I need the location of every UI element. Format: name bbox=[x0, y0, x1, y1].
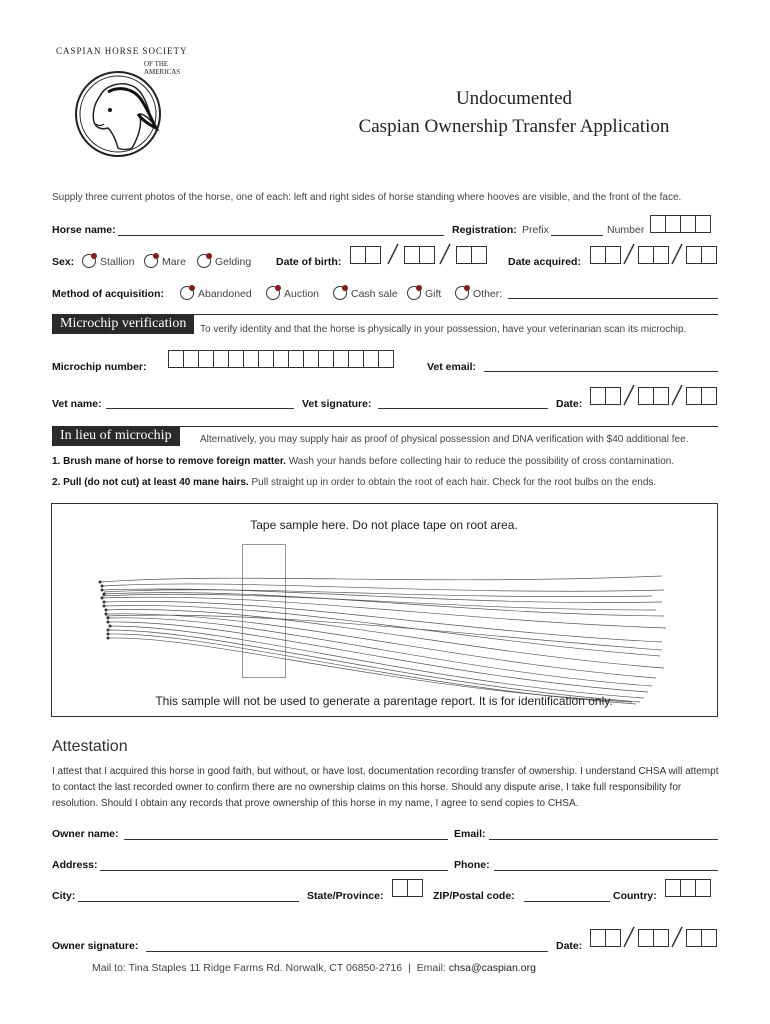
date-acquired-label: Date acquired: bbox=[508, 256, 581, 268]
country-label: Country: bbox=[613, 890, 657, 902]
sex-mare-radio[interactable] bbox=[144, 254, 158, 268]
footer-mail-to: Mail to: Tina Staples 11 Ridge Farms Rd. Norwalk, CT 06850-2716 bbox=[92, 962, 403, 974]
date-slash bbox=[668, 925, 686, 949]
date-slash bbox=[620, 925, 638, 949]
prefix-label: Prefix bbox=[522, 224, 549, 236]
date-slash bbox=[436, 242, 454, 266]
page-title bbox=[330, 88, 698, 138]
phone-field[interactable] bbox=[494, 870, 718, 871]
sex-label: Sex: bbox=[52, 256, 75, 268]
dob-year-boxes[interactable] bbox=[456, 246, 486, 264]
owner-date-label: Date: bbox=[556, 940, 583, 952]
vet-email-label: Vet email: bbox=[427, 361, 477, 373]
owner-signature-label: Owner signature: bbox=[52, 940, 139, 952]
vet-email-field[interactable] bbox=[484, 371, 718, 372]
date-slash bbox=[668, 383, 686, 407]
owner-name-label: Owner name: bbox=[52, 828, 119, 840]
state-label: State/Province: bbox=[307, 890, 384, 902]
state-boxes[interactable] bbox=[392, 879, 422, 897]
vet-date-day-boxes[interactable] bbox=[638, 387, 668, 405]
title-line2: Caspian Ownership Transfer Application bbox=[358, 116, 670, 137]
method-other-radio[interactable] bbox=[455, 286, 469, 300]
intro-text: Supply three current photos of the horse, one of each: left and right sides of horse standing where hooves are visible, and the front of the face. bbox=[52, 192, 682, 203]
footer-email-prefix: Email: bbox=[416, 962, 446, 974]
lieu-step-2 bbox=[52, 477, 656, 488]
sample-top-text: Tape sample here. Do not place tape on root area. bbox=[250, 518, 518, 532]
vet-date-month-boxes[interactable] bbox=[590, 387, 620, 405]
owner-email-field[interactable] bbox=[489, 839, 718, 840]
zip-label: ZIP/Postal code: bbox=[433, 890, 515, 902]
attestation-text: I attest that I acquired this horse in good faith, but without, or have lost, documentation recording transfer of ownership. I understand CHSA will attempt to contact the last recorded owner to confirm there are no ownership claims on this horse. Should any dispute arise, I take full responsibility for resolution. Should I obtain any records that prove ownership of this horse in my name, I agree to send copies to CHSA. bbox=[52, 766, 719, 809]
registration-number-boxes[interactable] bbox=[650, 215, 710, 233]
step1-bold: 1. Brush mane of horse to remove foreign matter. bbox=[52, 456, 286, 467]
city-field[interactable] bbox=[78, 901, 299, 902]
acquired-month-boxes[interactable] bbox=[590, 246, 620, 264]
vet-signature-label: Vet signature: bbox=[302, 398, 372, 410]
microchip-number-label: Microchip number: bbox=[52, 361, 147, 373]
lieu-step-1 bbox=[52, 456, 674, 467]
dob-label: Date of birth: bbox=[276, 256, 342, 268]
number-label: Number bbox=[607, 224, 645, 236]
owner-signature-field[interactable] bbox=[146, 951, 548, 952]
hair-sample-box[interactable] bbox=[51, 503, 718, 717]
owner-date-month-boxes[interactable] bbox=[590, 929, 620, 947]
method-auction-label: Auction bbox=[284, 288, 320, 300]
method-abandoned-label: Abandoned bbox=[198, 288, 252, 300]
sex-mare-label: Mare bbox=[162, 256, 186, 268]
dob-month-boxes[interactable] bbox=[350, 246, 380, 264]
method-gift-radio[interactable] bbox=[407, 286, 421, 300]
date-slash bbox=[620, 383, 638, 407]
method-label: Method of acquisition: bbox=[52, 288, 164, 300]
step2-text: Pull straight up in order to obtain the root of each hair. Check for the root bulbs on the ends. bbox=[251, 477, 657, 488]
method-abandoned-radio[interactable] bbox=[180, 286, 194, 300]
sex-gelding-radio[interactable] bbox=[197, 254, 211, 268]
date-slash bbox=[668, 242, 686, 266]
horse-name-field[interactable] bbox=[118, 235, 444, 236]
prefix-field[interactable] bbox=[551, 235, 603, 236]
vet-date-label: Date: bbox=[556, 398, 583, 410]
sex-stallion-label: Stallion bbox=[100, 256, 135, 268]
email-label: Email: bbox=[454, 828, 486, 840]
owner-name-field[interactable] bbox=[124, 839, 448, 840]
step2-bold: 2. Pull (do not cut) at least 40 mane hairs. bbox=[52, 477, 249, 488]
registration-label: Registration: bbox=[452, 224, 517, 236]
title-line1: Undocumented bbox=[455, 88, 573, 109]
sex-gelding-label: Gelding bbox=[215, 256, 252, 268]
country-boxes[interactable] bbox=[665, 879, 710, 897]
vet-name-label: Vet name: bbox=[52, 398, 102, 410]
method-cashsale-label: Cash sale bbox=[351, 288, 398, 300]
phone-label: Phone: bbox=[454, 859, 490, 871]
footer-separator: | bbox=[408, 962, 411, 974]
footer-email[interactable]: chsa@caspian.org bbox=[448, 962, 536, 974]
microchip-number-boxes[interactable] bbox=[168, 350, 393, 368]
owner-date-year-boxes[interactable] bbox=[686, 929, 716, 947]
method-gift-label: Gift bbox=[425, 288, 442, 300]
acquired-day-boxes[interactable] bbox=[638, 246, 668, 264]
city-label: City: bbox=[52, 890, 76, 902]
zip-field[interactable] bbox=[524, 901, 610, 902]
attestation-heading: Attestation bbox=[52, 738, 128, 755]
method-cashsale-radio[interactable] bbox=[333, 286, 347, 300]
lieu-heading: In lieu of microchip bbox=[52, 426, 180, 446]
logo-text-side: OF THE AMERICAS bbox=[144, 60, 181, 76]
vet-name-field[interactable] bbox=[106, 408, 294, 409]
date-slash bbox=[384, 242, 402, 266]
step1-text: Wash your hands before collecting hair to reduce the possibility of cross contamination. bbox=[288, 456, 675, 467]
address-field[interactable] bbox=[100, 870, 448, 871]
microchip-heading: Microchip verification bbox=[52, 314, 194, 334]
vet-signature-field[interactable] bbox=[378, 408, 548, 409]
vet-date-year-boxes[interactable] bbox=[686, 387, 716, 405]
microchip-description: To verify identity and that the horse is physically in your possession, have your veterinarian scan its microchip. bbox=[200, 324, 687, 335]
sex-stallion-radio[interactable] bbox=[82, 254, 96, 268]
logo bbox=[48, 44, 188, 174]
lieu-description: Alternatively, you may supply hair as proof of physical possession and DNA verification with $40 additional fee. bbox=[200, 434, 689, 445]
date-slash bbox=[620, 242, 638, 266]
address-label: Address: bbox=[52, 859, 98, 871]
acquired-year-boxes[interactable] bbox=[686, 246, 716, 264]
logo-text-top: CASPIAN HORSE SOCIETY bbox=[56, 46, 188, 56]
hair-strands-illustration bbox=[52, 566, 716, 706]
sample-bottom-text: This sample will not be used to generate a parentage report. It is for identification only. bbox=[155, 694, 613, 708]
method-other-label: Other: bbox=[473, 288, 503, 300]
owner-date-day-boxes[interactable] bbox=[638, 929, 668, 947]
method-other-field[interactable] bbox=[508, 298, 718, 299]
method-auction-radio[interactable] bbox=[266, 286, 280, 300]
dob-day-boxes[interactable] bbox=[404, 246, 434, 264]
footer bbox=[92, 962, 536, 974]
horse-name-label: Horse name: bbox=[52, 224, 116, 236]
